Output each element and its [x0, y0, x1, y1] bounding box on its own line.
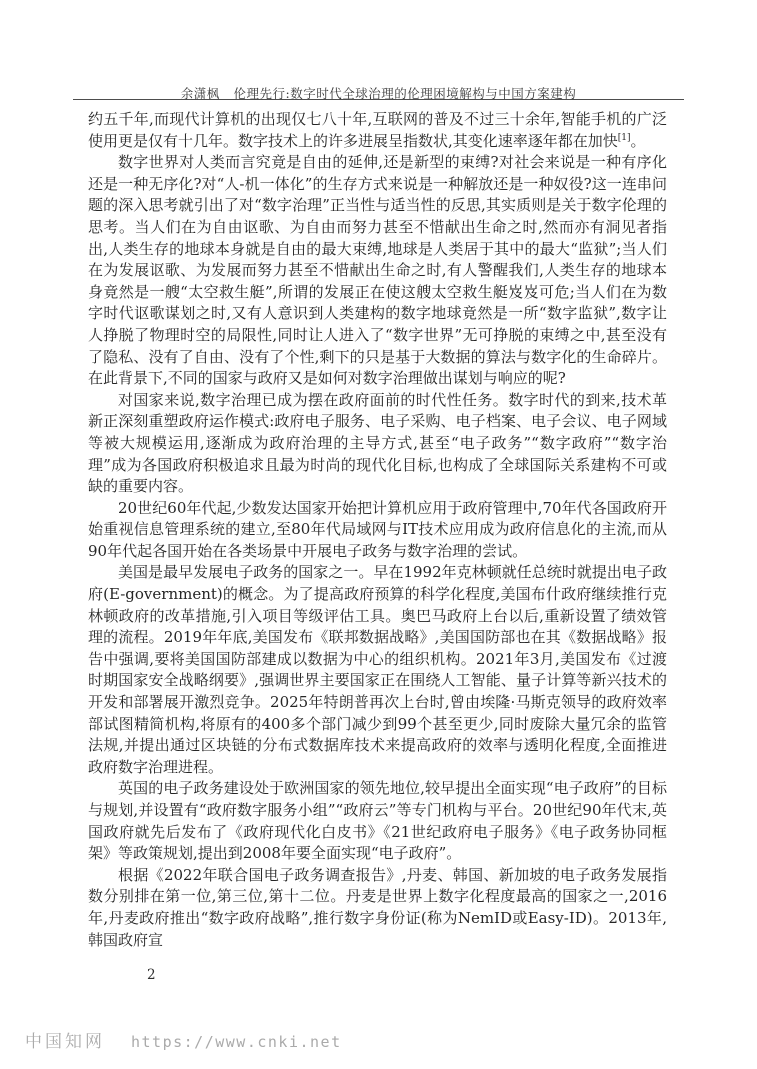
paragraph: 英国的电子政务建设处于欧洲国家的领先地位,较早提出全面实现“电子政府”的目标与规划,并设置有“政府数字服务小组”“政府云”等专门机构与平台。20世纪90年代末,英国政府就先后发布了《政府现代化白皮书》《21世纪政府电子服务》《电子政务协同框架》等政策规划,提出到2008年要全面实现“电子政府”。 — [88, 779, 667, 863]
page-number: 2 — [147, 967, 156, 983]
paragraph: 美国是最早发展电子政务的国家之一。早在1992年克林顿就任总统时就提出电子政府(E-government)的概念。为了提高政府预算的科学化程度,美国布什政府继续推行克林顿政府的改革措施,引入项目等级评估工具。奥巴马政府上台以后,重新设置了绩效管理的流程。2019年年底,美国发布《联邦数据战略》,美国国防部也在其《数据战略》报告中强调,要将美国国防部建成以数据为中心的组织机构。2021年3月,美国发布《过渡时期国家安全战略纲要》,强调世界主要国家正在围绕人工智能、量子计算等新兴技术的开发和部署展开激烈竞争。2025年特朗普再次上台时,曾由埃隆·马斯克领导的政府效率部试图精简机构,将原有的400多个部门减少到99个甚至更少,同时废除大量冗余的监管法规,并提出通过区块链的分布式数据库技术来提高政府的效率与透明化程度,全面推进政府数字治理进程。 — [88, 563, 667, 776]
body-text — [88, 109, 667, 951]
paragraph: 对国家来说,数字治理已成为摆在政府面前的时代性任务。数字时代的到来,技术革新正深刻重塑政府运作模式:政府电子服务、电子采购、电子档案、电子会议、电子网域等被大规模运用,逐渐成为政府治理的主导方式,甚至“电子政务”“数字政府”“数字治理”成为各国政府积极追求且最为时尚的现代化目标,也构成了全球国际关系建构不可或缺的重要内容。 — [88, 390, 667, 496]
author-name: 余潇枫 — [180, 86, 220, 101]
paragraph: 数字世界对人类而言究竟是自由的延伸,还是新型的束缚?对社会来说是一种有序化还是一种无序化?对“人-机一体化”的生存方式来说是一种解放还是一种奴役?这一连串问题的深入思考就引出了对“数字治理”正当性与适当性的反思,其实质则是关于数字伦理的思考。当人们在为自由讴歌、为自由而努力甚至不惜献出生命之时,然而亦有洞见者指出,人类生存的地球本身就是自由的最大束缚,地球是人类居于其中的最大“监狱”;当人们在为发展讴歌、为发展而努力甚至不惜献出生命之时,有人警醒我们,人类生存的地球本身竟然是一艘“太空救生艇”,所谓的发展正在使这艘太空救生艇岌岌可危;当人们在为数字时代讴歌谋划之时,又有人意识到人类建构的数字地球竟然是一所“数字监狱”,数字让人挣脱了物理时空的局限性,同时让人进入了“数字世界”无可挣脱的束缚之中,甚至没有了隐私、没有了自由、没有了个性,剩下的只是基于大数据的算法与数字化的生命碎片。在此背景下,不同的国家与政府又是如何对数字治理做出谋划与响应的呢? — [88, 153, 667, 388]
header-rule — [73, 99, 684, 100]
paragraph: 20世纪60年代起,少数发达国家开始把计算机应用于政府管理中,70年代各国政府开始重视信息管理系统的建立,至80年代局域网与IT技术应用成为政府信息化的主流,而从90年代起各国开始在各类场景中开展电子政务与数字治理的尝试。 — [88, 498, 667, 560]
footnote-ref-1: [1] — [617, 132, 631, 143]
paragraph: 根据《2022年联合国电子政务调查报告》,丹麦、韩国、新加坡的电子政务发展指数分别排在第一位,第三位,第十二位。丹麦是世界上数字化程度最高的国家之一,2016年,丹麦政府推出“数字政府战略”,推行数字身份证(称为NemID或Easy-ID)。2013年,韩国政府宣 — [88, 865, 667, 949]
article-title: 伦理先行:数字时代全球治理的伦理困境解构与中国方案建构 — [233, 86, 577, 101]
cnki-watermark — [25, 1027, 342, 1052]
paragraph-text: 。 — [630, 131, 646, 150]
paragraph-text: 约五千年,而现代计算机的出现仅七八十年,互联网的普及不过三十余年,智能手机的广泛使用更是仅有十几年。数字技术上的许多进展呈指数状,其变化速率逐年都在加快 — [88, 110, 667, 150]
cnki-brand: 中国知网 — [25, 1032, 105, 1052]
paragraph-continuation — [88, 109, 667, 152]
cnki-url: https://www.cnki.net — [131, 1033, 342, 1051]
